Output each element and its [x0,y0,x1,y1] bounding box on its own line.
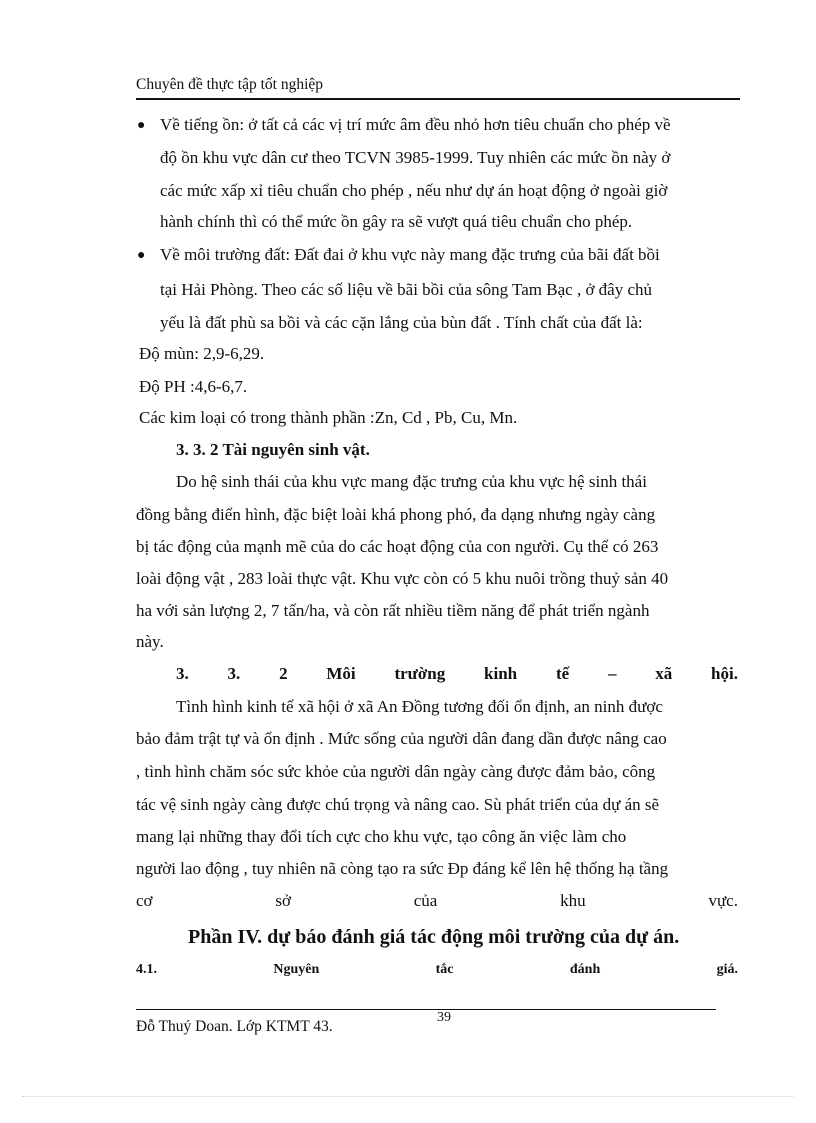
heading-word: – [607,664,617,683]
econ-line-3: , tình hình chăm sóc sức khỏe của người dân ngày càng được đảm bảo, công [136,762,656,781]
bullet-2-line-1: Về môi trường đất: Đất đai ở khu vực này mang đặc trưng của bãi đất bồi [160,245,660,264]
bullet-2-line-3: yếu là đất phù sa bồi và các cặn lắng của bùn đất . Tính chất của đất là: [160,313,643,332]
line-word: cơ [136,891,153,910]
page-bottom-dotted-line [22,1096,794,1097]
line-word: khu [560,891,586,910]
page-number: 39 [437,1010,451,1025]
bio-line-5: ha với sản lượng 2, 7 tấn/ha, và còn rất nhiều tiềm năng để phát triển ngành [136,601,650,620]
econ-line-1: Tình hình kinh tế xã hội ở xã An Đồng tương đối ổn định, an ninh được [176,697,663,716]
heading-word: 3. [227,664,241,683]
econ-line-5: mang lại những thay đổi tích cực cho khu vực, tạo công ăn việc làm cho [136,827,627,846]
bullet-1-line-4: hành chính thì có thể mức ồn gây ra sẽ vượt quá tiêu chuẩn cho phép. [160,212,633,231]
heading-word: tế [555,664,570,683]
bullet-1-line-3: các mức xấp xỉ tiêu chuẩn cho phép , nếu như dự án hoạt động ở ngoài giờ [160,181,668,200]
footer-author: Đỗ Thuý Doan. Lớp KTMT 43. [136,1018,333,1035]
heading-word: trường [394,664,446,683]
page-header-title: Chuyên đề thực tập tốt nghiệp [136,76,324,93]
heading-word: 2 [279,664,288,683]
heading-word: giá. [716,962,738,977]
line-word: của [413,891,438,910]
econ-line-6: người lao động , tuy nhiên nã còng tạo ra sức Ðp đáng kể lên hệ thống hạ tầng [136,859,669,878]
econ-line-7 [136,891,738,911]
bullet-1-line-2: độ ồn khu vực dân cư theo TCVN 3985-1999. Tuy nhiên các mức ồn này ở [160,148,671,167]
part-iv-heading: Phần IV. dự báo đánh giá tác động môi trường của dự án. [188,926,680,948]
section-heading-bio: 3. 3. 2 Tài nguyên sinh vật. [176,440,370,459]
heading-word: đánh [569,962,601,977]
bullet-2-line-2: tại Hải Phòng. Theo các số liệu về bãi bồi của sông Tam Bạc , ở đây chủ [160,280,653,299]
bullet-1-line-1: Về tiếng ồn: ở tất cả các vị trí mức âm đều nhỏ hơn tiêu chuẩn cho phép về [160,115,671,134]
subsection-heading-4-1 [136,962,738,978]
bio-line-2: đồng bằng điển hình, đặc biệt loài khá phong phó, đa dạng nhưng ngày càng [136,505,656,524]
soil-humus: Độ mùn: 2,9-6,29. [139,344,265,363]
header-divider [136,98,740,100]
soil-metals: Các kim loại có trong thành phần :Zn, Cd , Pb, Cu, Mn. [139,408,518,427]
heading-word: xã [655,664,673,683]
bio-line-1: Do hệ sinh thái của khu vực mang đặc trưng của khu vực hệ sinh thái [176,472,647,491]
bullet-dot-icon: ● [137,248,146,263]
heading-word: tắc [435,962,454,977]
econ-line-4: tác vệ sinh ngày càng được chú trọng và nâng cao. Sù phát triển của dự án sẽ [136,795,660,814]
econ-line-2: bảo đảm trật tự và ổn định . Mức sống của người dân đang dần được nâng cao [136,729,667,748]
bullet-dot-icon: ● [137,118,146,133]
line-word: vực. [708,891,738,910]
line-word: sở [275,891,291,910]
heading-word: 4.1. [136,962,157,977]
heading-word: Môi [326,664,356,683]
heading-word: 3. [176,664,189,683]
soil-ph: Độ PH :4,6-6,7. [139,377,248,396]
section-heading-econ [176,664,738,684]
bio-line-4: loài động vật , 283 loài thực vật. Khu vực còn có 5 khu nuôi trồng thuỷ sản 40 [136,569,669,588]
bio-line-3: bị tác động của mạnh mẽ của do các hoạt động của con người. Cụ thể có 263 [136,537,659,556]
heading-word: Nguyên [273,962,320,977]
heading-word: hội. [711,664,738,683]
bio-line-6: này. [136,632,164,651]
footer-divider [136,1009,716,1010]
heading-word: kinh [484,664,518,683]
